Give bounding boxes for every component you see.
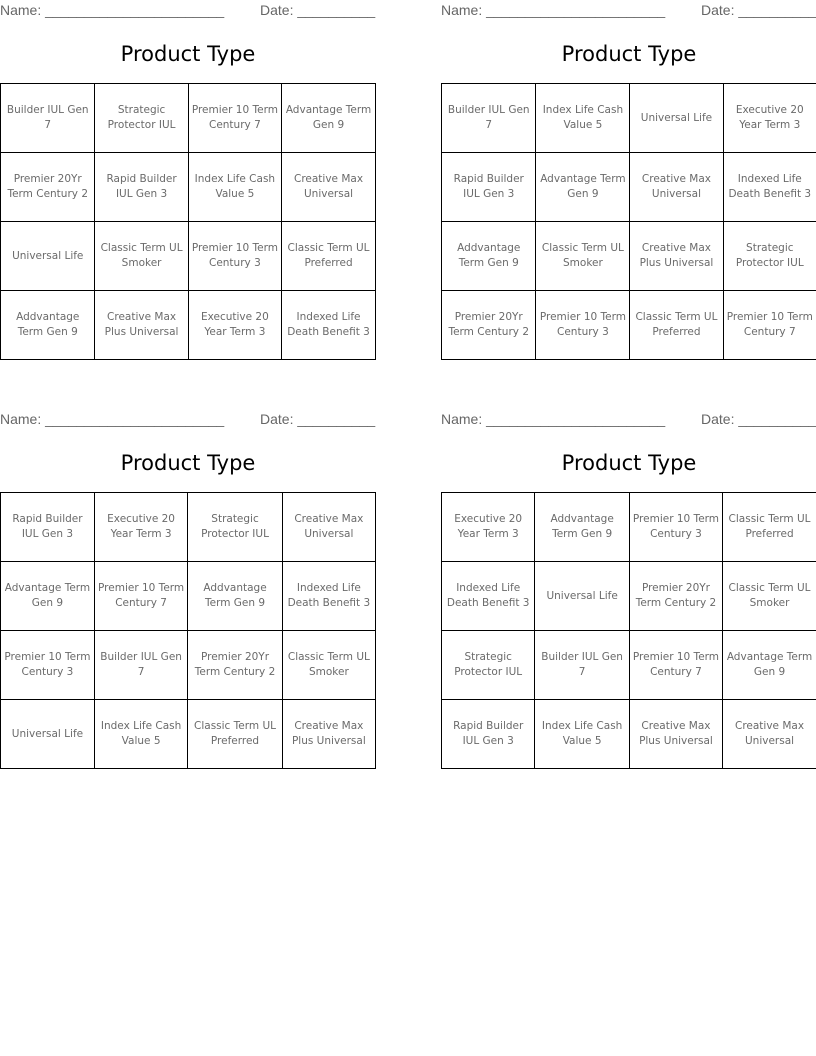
- grid-cell: Creative Max Plus Universal: [629, 700, 722, 769]
- grid-row: [442, 84, 816, 153]
- grid-cell: Addvantage Term Gen 9: [188, 562, 282, 631]
- grid-cell: Builder IUL Gen 7: [535, 631, 629, 700]
- grid-cell: Strategic Protector IUL: [188, 493, 282, 562]
- grid-cell: Index Life Cash Value 5: [94, 700, 187, 769]
- grid-cell: Advantage Term Gen 9: [723, 631, 816, 700]
- grid-cell: Creative Max Plus Universal: [282, 700, 375, 769]
- grid-cell: Rapid Builder IUL Gen 3: [442, 700, 535, 769]
- bingo-grid: [441, 492, 816, 769]
- grid-cell: Advantage Term Gen 9: [1, 562, 95, 631]
- grid-cell: Classic Term UL Smoker: [95, 222, 188, 291]
- grid-cell: Creative Max Universal: [282, 493, 375, 562]
- date-field-label: Date: __________: [260, 411, 376, 427]
- grid-row: [1, 700, 376, 769]
- grid-cell: Universal Life: [630, 84, 723, 153]
- grid-cell: Universal Life: [535, 562, 629, 631]
- grid-cell: Strategic Protector IUL: [442, 631, 535, 700]
- grid-row: [442, 562, 816, 631]
- grid-row: [1, 84, 376, 153]
- grid-row: [1, 222, 376, 291]
- grid-cell: Strategic Protector IUL: [95, 84, 188, 153]
- name-field-label: Name: _______________________: [0, 2, 225, 18]
- grid-row: [442, 493, 816, 562]
- card-header: [0, 409, 376, 429]
- grid-cell: Classic Term UL Preferred: [188, 700, 282, 769]
- grid-cell: Classic Term UL Smoker: [723, 562, 816, 631]
- grid-cell: Addvantage Term Gen 9: [1, 291, 95, 360]
- grid-cell: Classic Term UL Preferred: [723, 493, 816, 562]
- grid-cell: Index Life Cash Value 5: [188, 153, 281, 222]
- grid-cell: Premier 10 Term Century 7: [629, 631, 722, 700]
- grid-cell: Addvantage Term Gen 9: [535, 493, 629, 562]
- grid-cell: Premier 20Yr Term Century 2: [1, 153, 95, 222]
- grid-row: [1, 153, 376, 222]
- grid-row: [442, 222, 816, 291]
- grid-cell: Premier 10 Term Century 3: [1, 631, 95, 700]
- grid-cell: Creative Max Plus Universal: [630, 222, 723, 291]
- date-field-label: Date: __________: [260, 2, 376, 18]
- grid-row: [1, 562, 376, 631]
- grid-cell: Advantage Term Gen 9: [536, 153, 630, 222]
- grid-cell: Premier 10 Term Century 7: [94, 562, 187, 631]
- grid-cell: Index Life Cash Value 5: [535, 700, 629, 769]
- grid-cell: Indexed Life Death Benefit 3: [442, 562, 535, 631]
- grid-cell: Executive 20 Year Term 3: [723, 84, 816, 153]
- grid-cell: Executive 20 Year Term 3: [94, 493, 187, 562]
- grid-row: [1, 631, 376, 700]
- grid-cell: Rapid Builder IUL Gen 3: [95, 153, 188, 222]
- bingo-grid: [0, 492, 376, 769]
- grid-cell: Builder IUL Gen 7: [94, 631, 187, 700]
- grid-cell: Classic Term UL Smoker: [282, 631, 375, 700]
- grid-row: [442, 153, 816, 222]
- card-title: Product Type: [561, 42, 697, 66]
- grid-row: [442, 700, 816, 769]
- grid-cell: Advantage Term Gen 9: [282, 84, 376, 153]
- grid-cell: Classic Term UL Preferred: [630, 291, 723, 360]
- grid-row: [442, 631, 816, 700]
- grid-cell: Rapid Builder IUL Gen 3: [1, 493, 95, 562]
- grid-cell: Premier 20Yr Term Century 2: [629, 562, 722, 631]
- bingo-grid: [0, 83, 376, 360]
- grid-cell: Classic Term UL Smoker: [536, 222, 630, 291]
- card-title: Product Type: [120, 451, 256, 475]
- grid-row: [1, 291, 376, 360]
- name-field-label: Name: _______________________: [0, 411, 225, 427]
- grid-cell: Creative Max Universal: [282, 153, 376, 222]
- grid-cell: Strategic Protector IUL: [723, 222, 816, 291]
- grid-cell: Index Life Cash Value 5: [536, 84, 630, 153]
- grid-cell: Builder IUL Gen 7: [442, 84, 536, 153]
- grid-cell: Indexed Life Death Benefit 3: [282, 291, 376, 360]
- grid-cell: Builder IUL Gen 7: [1, 84, 95, 153]
- bingo-grid: [441, 83, 816, 360]
- card-title: Product Type: [561, 451, 697, 475]
- grid-row: [442, 291, 816, 360]
- card-header: [0, 0, 376, 20]
- grid-cell: Addvantage Term Gen 9: [442, 222, 536, 291]
- grid-cell: Classic Term UL Preferred: [282, 222, 376, 291]
- card-title: Product Type: [120, 42, 256, 66]
- grid-cell: Premier 10 Term Century 7: [723, 291, 816, 360]
- grid-cell: Indexed Life Death Benefit 3: [282, 562, 375, 631]
- grid-cell: Universal Life: [1, 222, 95, 291]
- grid-cell: Premier 10 Term Century 3: [188, 222, 281, 291]
- name-field-label: Name: _______________________: [441, 411, 666, 427]
- grid-cell: Premier 10 Term Century 3: [629, 493, 722, 562]
- grid-cell: Premier 20Yr Term Century 2: [188, 631, 282, 700]
- name-field-label: Name: _______________________: [441, 2, 666, 18]
- grid-cell: Universal Life: [1, 700, 95, 769]
- date-field-label: Date: __________: [701, 411, 816, 427]
- grid-row: [1, 493, 376, 562]
- date-field-label: Date: __________: [701, 2, 816, 18]
- grid-cell: Executive 20 Year Term 3: [188, 291, 281, 360]
- grid-cell: Premier 20Yr Term Century 2: [442, 291, 536, 360]
- grid-cell: Premier 10 Term Century 3: [536, 291, 630, 360]
- grid-cell: Rapid Builder IUL Gen 3: [442, 153, 536, 222]
- grid-cell: Creative Max Universal: [723, 700, 816, 769]
- grid-cell: Premier 10 Term Century 7: [188, 84, 281, 153]
- card-header: [441, 409, 816, 429]
- grid-cell: Indexed Life Death Benefit 3: [723, 153, 816, 222]
- card-header: [441, 0, 816, 20]
- grid-cell: Executive 20 Year Term 3: [442, 493, 535, 562]
- grid-cell: Creative Max Universal: [630, 153, 723, 222]
- grid-cell: Creative Max Plus Universal: [95, 291, 188, 360]
